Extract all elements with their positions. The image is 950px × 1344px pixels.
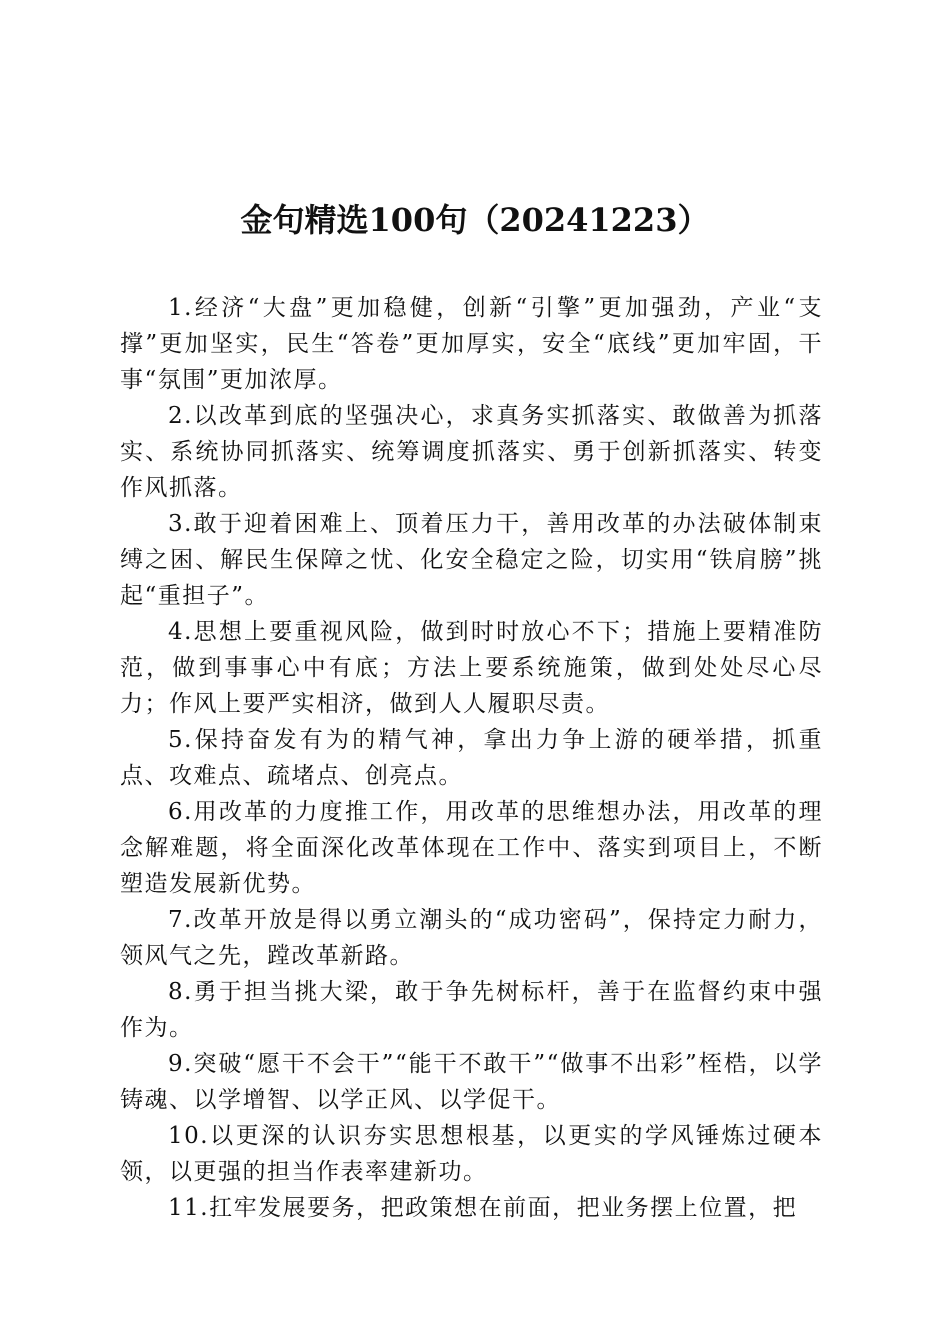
paragraph-9: 9.突破“愿干不会干”“能干不敢干”“做事不出彩”桎梏，以学铸魂、以学增智、以学正风、以学促干。 bbox=[120, 1051, 823, 1113]
paragraph-1: 1.经济“大盘”更加稳健，创新“引擎”更加强劲，产业“支撑”更加坚实，民生“答卷”更加厚实，安全“底线”更加牢固，干事“氛围”更加浓厚。 bbox=[120, 295, 823, 393]
paragraph-5: 5.保持奋发有为的精气神，拿出力争上游的硬举措，抓重点、攻难点、疏堵点、创亮点。 bbox=[120, 727, 823, 789]
paragraph-11: 11.扛牢发展要务，把政策想在前面，把业务摆上位置，把 bbox=[168, 1195, 798, 1221]
paragraph-3: 3.敢于迎着困难上、顶着压力干，善用改革的办法破体制束缚之困、解民生保障之忧、化安全稳定之险，切实用“铁肩膀”挑起“重担子”。 bbox=[120, 511, 823, 609]
paragraph-10: 10.以更深的认识夯实思想根基，以更实的学风锤炼过硬本领，以更强的担当作表率建新功。 bbox=[120, 1123, 823, 1185]
paragraph-7: 7.改革开放是得以勇立潮头的“成功密码”，保持定力耐力，领风气之先，蹚改革新路。 bbox=[120, 907, 823, 969]
document-body bbox=[120, 290, 823, 1226]
paragraph-8: 8.勇于担当挑大梁，敢于争先树标杆，善于在监督约束中强作为。 bbox=[120, 979, 823, 1041]
paragraph-2: 2.以改革到底的坚强决心，求真务实抓落实、敢做善为抓落实、系统协同抓落实、统筹调度抓落实、勇于创新抓落实、转变作风抓落。 bbox=[120, 403, 823, 501]
paragraph-4: 4.思想上要重视风险，做到时时放心不下；措施上要精准防范，做到事事心中有底；方法上要系统施策，做到处处尽心尽力；作风上要严实相济，做到人人履职尽责。 bbox=[120, 619, 823, 717]
document-title: 金句精选100句（20241223） bbox=[240, 201, 710, 239]
paragraph-6: 6.用改革的力度推工作，用改革的思维想办法，用改革的理念解难题，将全面深化改革体现在工作中、落实到项目上，不断塑造发展新优势。 bbox=[120, 799, 823, 897]
